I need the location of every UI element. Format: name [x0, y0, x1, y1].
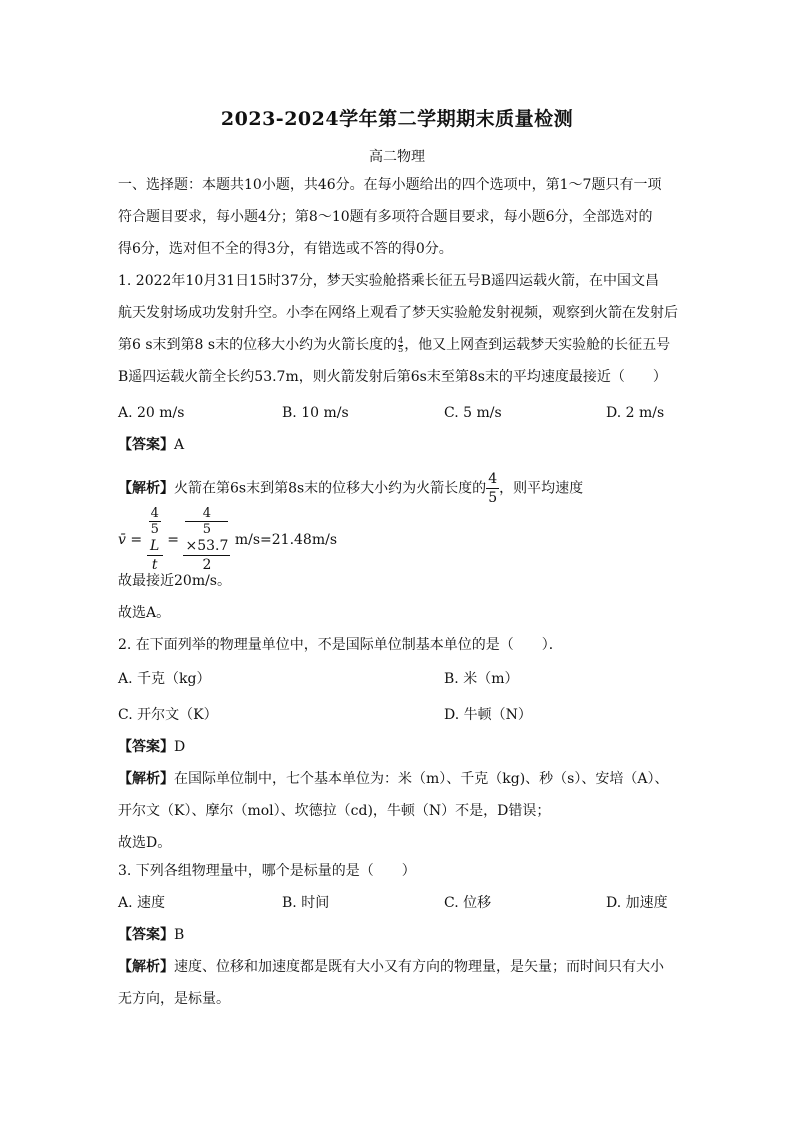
q2-answer-value: D [174, 739, 186, 755]
eq-fraction-2 [183, 506, 230, 574]
q2-stem: 2. 在下面列举的物理量单位中，不是国际单位制基本单位的是（ ）． [118, 637, 563, 653]
q1-stem-line-4: B遥四运载火箭全长约53.7m，则火箭发射后第6s末至第8s末的平均速度最接近（ ） [118, 369, 667, 385]
q2-option-c: C. 开尔文（K） [118, 707, 218, 723]
eq-equals-2: = [167, 532, 180, 548]
eq-v-bar: v̄ [118, 532, 126, 548]
q1-analysis-frac-num: 4 [488, 471, 498, 487]
q1-velocity-equation [118, 506, 337, 574]
q1-option-a: A. 20 m/s [118, 405, 185, 421]
q1-option-c: C. 5 m/s [444, 405, 502, 421]
q3-analysis-line-1 [118, 958, 664, 976]
q3-analysis-text-1: 速度、位移和加速度都是既有大小又有方向的物理量，是矢量；而时间只有大小 [174, 959, 664, 975]
q3-analysis-label: 【解析】 [118, 959, 174, 975]
q3-answer [118, 926, 184, 944]
q3-stem: 3. 下列各组物理量中，哪个是标量的是（ ） [118, 863, 416, 879]
q1-stem-line-3-b: ，他又上网查到运载梦天实验舱的长征五号 [404, 337, 671, 353]
q2-answer-label: 【答案】 [118, 739, 174, 755]
q1-analysis-text-b: ，则平均速度 [499, 480, 584, 497]
q1-stem-line-3 [118, 336, 670, 354]
page-title: 2023-2024学年第二学期期末质量检测 [220, 108, 574, 130]
q1-answer-label: 【答案】 [118, 437, 174, 453]
eq-frac1-num [147, 506, 163, 556]
q1-analysis-label: 【解析】 [118, 480, 174, 497]
q1-answer-value: A [174, 437, 185, 453]
q1-choose: 故选A。 [118, 605, 171, 621]
q1-answer [118, 436, 184, 454]
q1-option-d: D. 2 m/s [606, 405, 665, 421]
q1-analysis-frac-den: 5 [488, 490, 498, 506]
q2-analysis-line-1 [118, 770, 668, 788]
q1-inline-frac-num: 4 [398, 335, 404, 345]
eq-fraction-1 [147, 506, 163, 574]
eq-frac2-inner-den: 5 [202, 522, 212, 537]
q1-conclusion: 故最接近20m/s。 [118, 573, 231, 589]
section-intro-line-3: 得6分，选对但不全的得3分，有错选或不答的得0分。 [118, 241, 453, 257]
q1-stem-line-3-a: 第6 s末到第8 s末的位移大小约为火箭长度的 [118, 337, 398, 353]
eq-L: L [150, 538, 160, 554]
q3-answer-value: B [174, 927, 185, 943]
q3-option-a: A. 速度 [118, 895, 166, 911]
eq-t: t [151, 557, 158, 573]
section-intro-line-2: 符合题目要求，每小题4分；第8～10题有多项符合题目要求，每小题6分，全部选对的 [118, 209, 653, 225]
q2-choose: 故选D。 [118, 835, 172, 851]
eq-result: m/s=21.48m/s [234, 532, 338, 548]
q3-option-b: B. 时间 [282, 895, 330, 911]
eq-frac2-inner-num: 4 [185, 506, 228, 522]
q1-inline-fraction [398, 337, 403, 354]
q2-analysis-line-2: 开尔文（K）、摩尔（mol）、坎德拉（cd)，牛顿（N）不是，D错误； [118, 803, 551, 819]
eq-frac1-inner-den: 5 [150, 522, 159, 537]
q3-answer-label: 【答案】 [118, 927, 174, 943]
q1-option-b: B. 10 m/s [282, 405, 349, 421]
eq-frac1-inner-num: 4 [150, 506, 159, 521]
q1-analysis-text-a: 火箭在第6s末到第8s末的位移大小约为火箭长度的 [174, 480, 487, 497]
q2-option-d: D. 牛顿（N） [444, 707, 532, 723]
q3-analysis-line-2: 无方向，是标量。 [118, 991, 230, 1007]
q3-option-c: C. 位移 [444, 895, 492, 911]
eq-equals-1: = [130, 532, 143, 548]
section-intro-line-1: 一、选择题：本题共10小题，共46分。在每小题给出的四个选项中，第1～7题只有一项 [118, 177, 662, 193]
q2-answer [118, 738, 185, 756]
q2-option-a: A. 千克（kg） [118, 671, 211, 687]
eq-frac2-rest: ×53.7 [185, 538, 229, 554]
q1-analysis [118, 470, 583, 507]
q1-analysis-fraction [486, 470, 499, 507]
q2-analysis-text-1: 在国际单位制中，七个基本单位为：米（m）、千克（kg)、秒（s）、安培（A）、 [174, 771, 669, 787]
q2-analysis-label: 【解析】 [118, 771, 174, 787]
eq-frac2-den: 2 [202, 557, 212, 573]
q1-stem-line-2: 航天发射场成功发射升空。小李在网络上观看了梦天实验舱发射视频，观察到火箭在发射后 [118, 305, 678, 321]
q1-inline-frac-den: 5 [398, 344, 404, 354]
q1-stem-line-1: 1. 2022年10月31日15时37分，梦天实验舱搭乘长征五号B遥四运载火箭，在中国文昌 [118, 273, 659, 289]
page-subtitle: 高二物理 [369, 149, 425, 165]
eq-frac2-num [183, 506, 230, 556]
q3-option-d: D. 加速度 [606, 895, 668, 911]
q2-option-b: B. 米（m） [444, 671, 519, 687]
